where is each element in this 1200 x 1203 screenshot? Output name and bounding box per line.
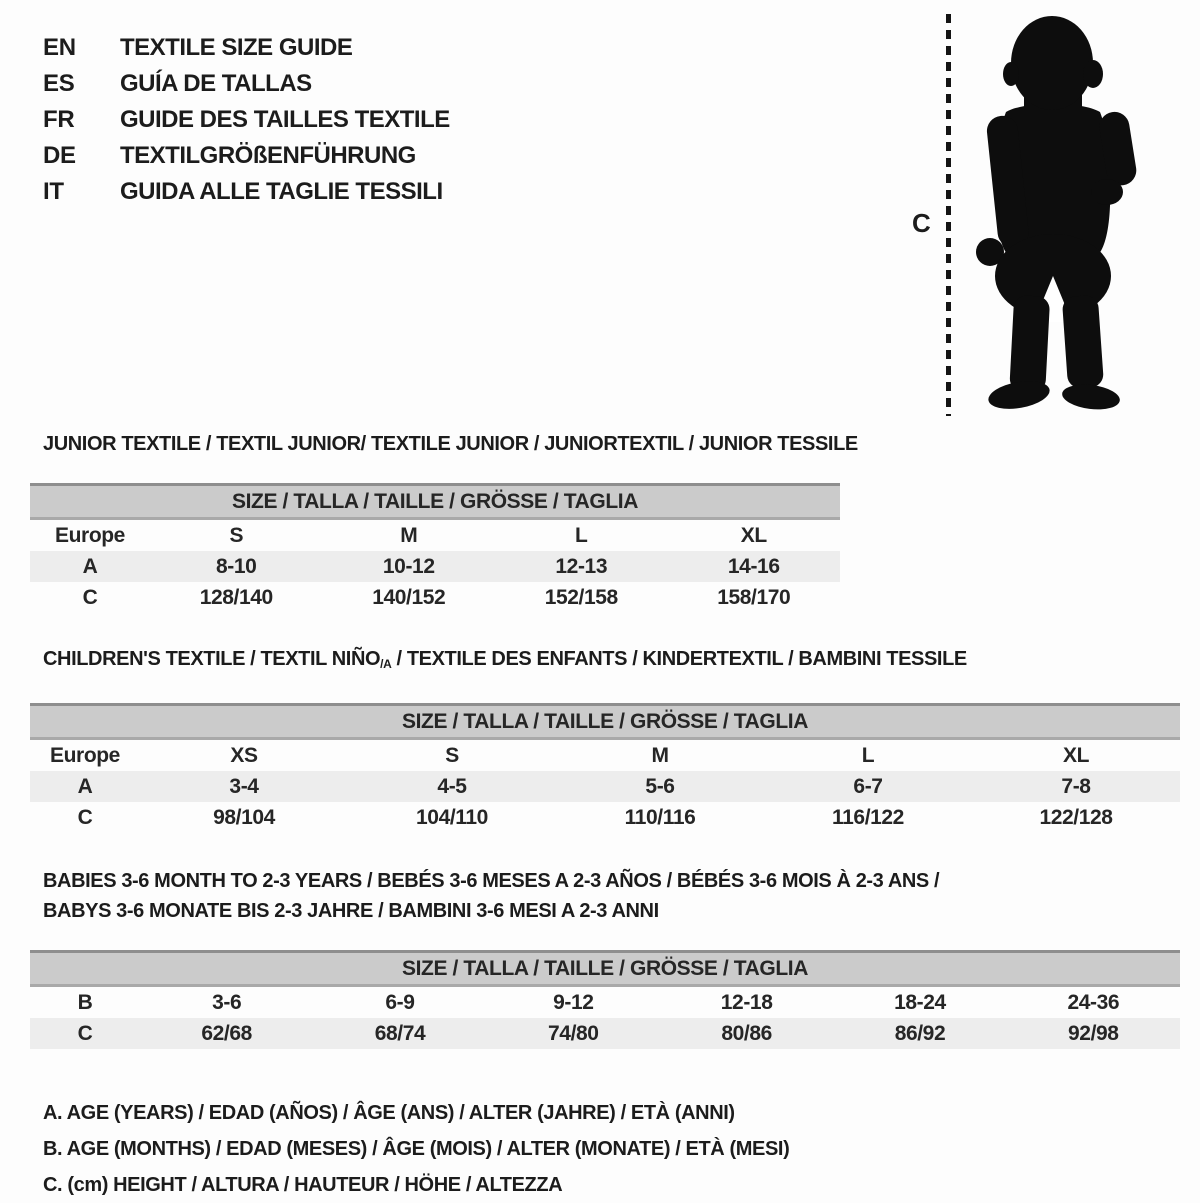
row-label: Europe — [55, 523, 125, 547]
value-cell: 128/140 — [199, 585, 273, 609]
size-cell: XL — [1062, 743, 1090, 767]
value-cell: 68/74 — [313, 1018, 486, 1049]
height-figure — [900, 0, 1200, 440]
language-title: GUÍA DE TALLAS — [120, 70, 312, 97]
value-cell: 8-10 — [150, 551, 323, 582]
value-cell: 7-8 — [972, 771, 1180, 802]
table-row — [30, 519, 840, 552]
value-cell: 152/158 — [544, 585, 618, 609]
value-cell: 98/104 — [213, 805, 275, 829]
height-measure-line — [946, 14, 951, 416]
table-row — [30, 582, 840, 613]
row-label: C — [82, 585, 98, 609]
value-cell: 5-6 — [556, 771, 764, 802]
language-code: DE — [43, 142, 76, 169]
toddler-silhouette-icon — [964, 10, 1144, 416]
size-cell: XS — [230, 743, 258, 767]
row-label: C — [30, 1018, 140, 1049]
section-junior — [0, 432, 1200, 613]
size-cell: M — [400, 523, 418, 547]
language-title: TEXTILGRÖßENFÜHRUNG — [120, 142, 416, 169]
size-cell: S — [445, 743, 459, 767]
row-label: C — [77, 805, 93, 829]
section-children — [0, 647, 1200, 833]
value-cell: 24-36 — [1067, 990, 1120, 1014]
section-title-text: / TEXTILE DES ENFANTS / KINDERTEXTIL / BAMBINI TESSILE — [391, 648, 967, 670]
footnote-a: A. AGE (YEARS) / EDAD (AÑOS) / ÂGE (ANS) / ALTER (JAHRE) / ETÀ (ANNI) — [43, 1102, 735, 1124]
value-cell: 116/122 — [832, 805, 904, 829]
size-header-band: SIZE / TALLA / TAILLE / GRÖSSE / TAGLIA — [30, 952, 1180, 986]
language-code: FR — [43, 106, 75, 133]
row-label: A — [30, 771, 140, 802]
value-cell: 12-18 — [720, 990, 773, 1014]
value-cell: 10-12 — [323, 551, 496, 582]
size-cell: L — [861, 743, 875, 767]
footnote-b: B. AGE (MONTHS) / EDAD (MESES) / ÂGE (MOIS) / ALTER (MONATE) / ETÀ (MESI) — [43, 1138, 790, 1160]
value-cell: 6-7 — [764, 771, 972, 802]
value-cell: 14-16 — [668, 551, 841, 582]
section-babies — [0, 866, 1200, 1049]
value-cell: 18-24 — [894, 990, 946, 1014]
table-row — [30, 1018, 1180, 1049]
row-label: B — [77, 990, 93, 1014]
size-cell: XL — [740, 523, 767, 547]
value-cell: 104/110 — [416, 805, 488, 829]
footnotes — [43, 1095, 1200, 1203]
value-cell: 74/80 — [487, 1018, 660, 1049]
value-cell: 92/98 — [1007, 1018, 1180, 1049]
size-cell: S — [229, 523, 244, 547]
section-title-children — [43, 647, 1200, 676]
section-title-sub: /A — [380, 657, 392, 671]
language-title: GUIDA ALLE TAGLIE TESSILI — [120, 178, 443, 205]
row-label: Europe — [50, 743, 120, 767]
language-code: EN — [43, 34, 76, 61]
row-label: A — [30, 551, 150, 582]
value-cell: 158/170 — [717, 585, 791, 609]
value-cell: 3-4 — [140, 771, 348, 802]
value-cell: 80/86 — [660, 1018, 833, 1049]
junior-size-table — [30, 483, 840, 613]
value-cell: 62/68 — [140, 1018, 313, 1049]
section-title-babies-line2: BABYS 3-6 MONATE BIS 2-3 JAHRE / BAMBINI 3-6 MESI A 2-3 ANNI — [43, 900, 659, 922]
section-title-junior: JUNIOR TEXTILE / TEXTIL JUNIOR/ TEXTILE JUNIOR / JUNIORTEXTIL / JUNIOR TESSILE — [43, 433, 858, 455]
table-row — [30, 739, 1180, 772]
language-code: ES — [43, 70, 75, 97]
value-cell: 3-6 — [212, 990, 242, 1014]
language-code: IT — [43, 178, 64, 205]
size-header-band: SIZE / TALLA / TAILLE / GRÖSSE / TAGLIA — [30, 705, 1180, 739]
language-title: GUIDE DES TAILLES TEXTILE — [120, 106, 450, 133]
size-cell: L — [575, 523, 588, 547]
size-header-band: SIZE / TALLA / TAILLE / GRÖSSE / TAGLIA — [30, 485, 840, 519]
table-row — [30, 771, 1180, 802]
size-cell: M — [651, 743, 669, 767]
footnote-c: C. (cm) HEIGHT / ALTURA / HAUTEUR / HÖHE / ALTEZZA — [43, 1174, 563, 1196]
children-size-table — [30, 703, 1180, 833]
value-cell: 12-13 — [495, 551, 668, 582]
value-cell: 122/128 — [1039, 805, 1113, 829]
value-cell: 140/152 — [372, 585, 446, 609]
table-row — [30, 551, 840, 582]
value-cell: 9-12 — [553, 990, 594, 1014]
height-measure-label: C — [912, 208, 931, 238]
value-cell: 4-5 — [348, 771, 556, 802]
table-row — [30, 802, 1180, 833]
table-row — [30, 986, 1180, 1019]
section-title-text: CHILDREN'S TEXTILE / TEXTIL NIÑO — [43, 648, 381, 670]
value-cell: 110/116 — [624, 805, 696, 829]
language-title: TEXTILE SIZE GUIDE — [120, 34, 353, 61]
babies-size-table — [30, 950, 1180, 1049]
section-title-babies-line1: BABIES 3-6 MONTH TO 2-3 YEARS / BEBÉS 3-6 MESES A 2-3 AÑOS / BÉBÉS 3-6 MOIS À 2-3 ANS / — [43, 870, 940, 892]
value-cell: 6-9 — [385, 990, 415, 1014]
value-cell: 86/92 — [833, 1018, 1006, 1049]
